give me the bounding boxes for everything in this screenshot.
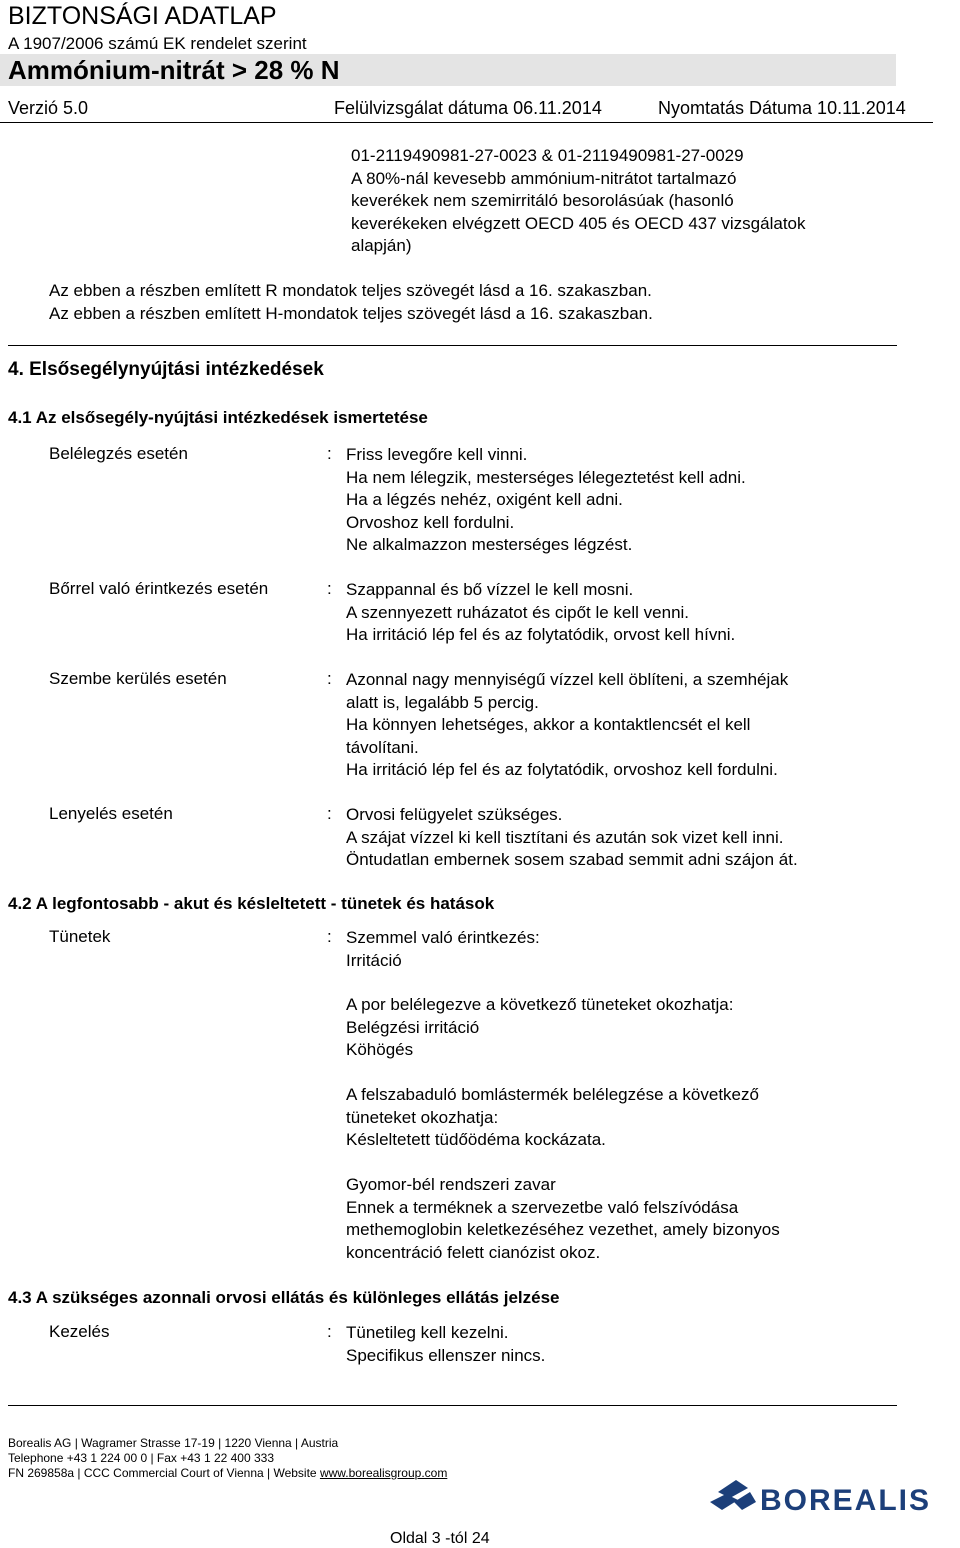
measure-line: Ne alkalmazzon mesterséges légzést. [346,535,633,554]
footer-divider [8,1405,897,1406]
measure-line: Friss levegőre kell vinni. [346,445,528,464]
footer-contact: Telephone +43 1 224 00 0 | Fax +43 1 22 400 333 [8,1451,275,1465]
footer-registration [8,1466,447,1480]
revision-date: Felülvizsgálat dátuma 06.11.2014 [334,98,602,118]
footer-address: Borealis AG | Wagramer Strasse 17-19 | 1220 Vienna | Austria [8,1436,339,1450]
colon: : [327,444,332,463]
borealis-logo [708,1472,954,1521]
product-name: Ammónium-nitrát > 28 % N [8,55,340,85]
regulation-line: A 1907/2006 számú EK rendelet szerint [8,34,307,53]
section-title: 4. Elsősegélynyújtási intézkedések [8,359,324,380]
symptom-line: A por belélegezve a következő tüneteket okozhatja: [346,995,734,1014]
treatment-line: Specifikus ellenszer nincs. [346,1345,546,1365]
symptom-line: Irritáció [346,950,402,970]
note-line: keverékek nem szemirritáló besorolásúak (hasonló [351,191,734,210]
skin-contact-measures [346,579,735,647]
subsection-4-1-title: 4.1 Az elsősegély-nyújtási intézkedések ismertetése [8,408,428,427]
measure-line: Orvosi felügyelet szükséges. [346,805,563,824]
measure-line: Ha könnyen lehetséges, akkor a kontaktlencsét el kell [346,715,751,734]
ingestion-label: Lenyelés esetén [49,804,173,823]
colon: : [327,579,332,598]
document-title: BIZTONSÁGI ADATLAP [8,2,277,30]
classification-note [351,145,806,258]
colon: : [327,669,332,688]
print-date: Nyomtatás Dátuma 10.11.2014 [658,98,906,118]
symptom-line: koncentráció felett cianózist okoz. [346,1242,601,1262]
colon: : [327,927,332,946]
measure-line: Szappannal és bő vízzel le kell mosni. [346,580,634,599]
measure-line: Ha irritáció lép fel és az folytatódik, orvoshoz kell fordulni. [346,760,778,779]
r-phrases-note: Az ebben a részben említett R mondatok teljes szövegét lásd a 16. szakaszban. [49,281,652,300]
measure-line: távolítani. [346,737,419,757]
treatment-line: Tünetileg kell kezelni. [346,1323,509,1342]
symptom-line: methemoglobin keletkezéséhez vezethet, amely bizonyos [346,1220,780,1239]
symptoms-group-eye [346,927,540,972]
borealis-logo-graphic [708,1472,954,1516]
note-line: 01-2119490981-27-0023 & 01-2119490981-27-0029 [351,146,744,165]
subsection-4-2-title: 4.2 A legfontosabb - akut és késleltetett - tünetek és hatások [8,894,495,913]
symptoms-group-decomposition [346,1084,759,1152]
phrases-notes [49,280,653,325]
measure-line: A szájat vízzel ki kell tisztítani és azután sok vizet kell inni. [346,827,784,847]
measure-line: Ha a légzés nehéz, oxigént kell adni. [346,490,623,509]
treatment-label: Kezelés [49,1322,110,1341]
treatment-text [346,1322,545,1367]
symptoms-group-dust [346,994,733,1062]
symptom-line: tüneteket okozhatja: [346,1107,499,1127]
section-divider [8,345,897,346]
eye-contact-measures [346,669,788,782]
note-line: alapján) [351,236,412,255]
subsection-4-3-title: 4.3 A szükséges azonnali orvosi ellátás és különleges ellátás jelzése [8,1288,560,1307]
logo-wordmark: BOREALIS [760,1484,932,1516]
measure-line: alatt is, legalább 5 percig. [346,692,539,712]
symptoms-label: Tünetek [49,927,111,946]
note-line: keverékeken elvégzett OECD 405 és OECD 437 vizsgálatok [351,213,806,233]
symptoms-group-gastro [346,1174,780,1264]
measure-line: A szennyezett ruházatot és cipőt le kell venni. [346,602,690,622]
website-link[interactable]: www.borealisgroup.com [319,1466,448,1480]
colon: : [327,1322,332,1341]
header-divider [0,122,933,123]
measure-line: Orvoshoz kell fordulni. [346,512,515,532]
symptom-line: Késleltetett tüdőödéma kockázata. [346,1130,606,1149]
ingestion-measures [346,804,798,872]
footer-registration-text: FN 269858a | CCC Commercial Court of Vienna | Website [8,1466,320,1480]
measure-line: Öntudatlan embernek sosem szabad semmit adni szájon át. [346,850,798,869]
measure-line: Ha irritáció lép fel és az folytatódik, orvost kell hívni. [346,625,736,644]
skin-contact-label: Bőrrel való érintkezés esetén [49,579,269,598]
measure-line: Azonnal nagy mennyiségű vízzel kell öblíteni, a szemhéjak [346,670,789,689]
inhalation-measures [346,444,746,557]
symptom-line: A felszabaduló bomlástermék belélegzése a következő [346,1085,759,1104]
h-phrases-note: Az ebben a részben említett H-mondatok teljes szövegét lásd a 16. szakaszban. [49,303,653,323]
symptom-line: Szemmel való érintkezés: [346,928,540,947]
note-line: A 80%-nál kevesebb ammónium-nitrátot tartalmazó [351,168,737,188]
version: Verzió 5.0 [8,98,89,118]
inhalation-label: Belélegzés esetén [49,444,188,463]
symptom-line: Ennek a terméknek a szervezetbe való felszívódása [346,1197,739,1217]
symptom-line: Belégzési irritáció [346,1017,480,1037]
measure-line: Ha nem lélegzik, mesterséges lélegeztetést kell adni. [346,467,746,487]
colon: : [327,804,332,823]
symptom-line: Köhögés [346,1040,414,1059]
eye-contact-label: Szembe kerülés esetén [49,669,227,688]
page-number: Oldal 3 -tól 24 [390,1530,490,1547]
symptom-line: Gyomor-bél rendszeri zavar [346,1175,556,1194]
